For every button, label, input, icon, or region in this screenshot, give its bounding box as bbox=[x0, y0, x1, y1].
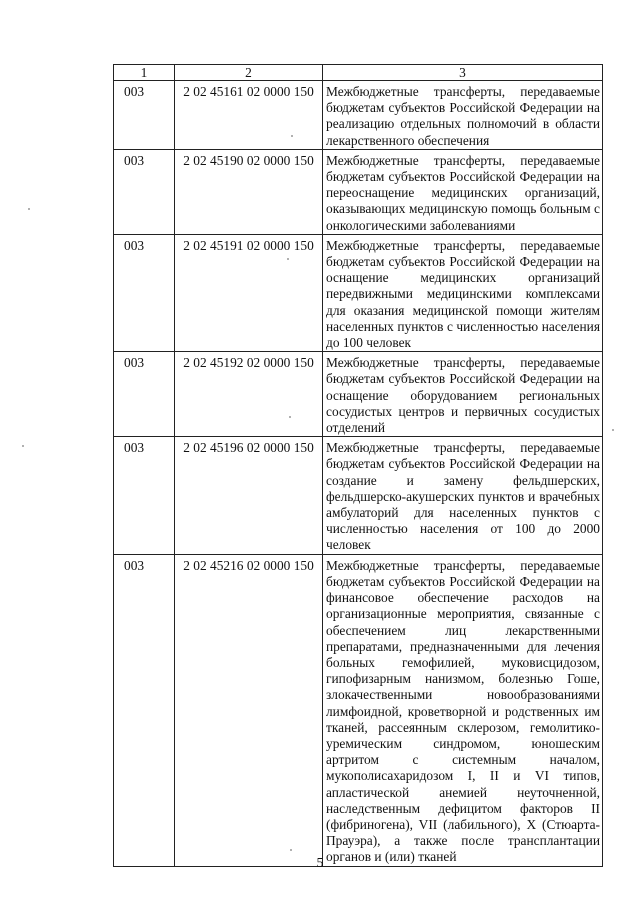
kbk-code-cell: 2 02 45196 02 0000 150 bbox=[175, 437, 323, 554]
admin-code-cell: 003 bbox=[114, 554, 175, 866]
scan-speck bbox=[22, 445, 24, 447]
table-row bbox=[114, 554, 603, 866]
table-row bbox=[114, 437, 603, 554]
table-row bbox=[114, 81, 603, 150]
page-number: 5 bbox=[316, 856, 324, 871]
admin-code-cell: 003 bbox=[114, 81, 175, 150]
scan-speck bbox=[290, 849, 292, 851]
kbk-code-cell: 2 02 45192 02 0000 150 bbox=[175, 352, 323, 437]
kbk-code-cell: 2 02 45190 02 0000 150 bbox=[175, 149, 323, 234]
scan-speck bbox=[612, 429, 614, 431]
admin-code-cell: 003 bbox=[114, 437, 175, 554]
admin-code-cell: 003 bbox=[114, 352, 175, 437]
description-cell: Межбюджетные трансферты, передаваемые бюджетам субъектов Российской Федерации на оснащение медицинских организаций передвижными медицинскими комплексами для оказания медицинской помощи жителям населенных пунктов с численностью населения до 100 человек bbox=[323, 234, 603, 351]
table-header-row bbox=[114, 65, 603, 81]
scan-speck bbox=[291, 135, 293, 137]
table-row bbox=[114, 149, 603, 234]
table-row bbox=[114, 234, 603, 351]
kbk-code-cell: 2 02 45216 02 0000 150 bbox=[175, 554, 323, 866]
column-header-1: 1 bbox=[114, 65, 175, 81]
description-cell: Межбюджетные трансферты, передаваемые бюджетам субъектов Российской Федерации на финансовое обеспечение расходов на организационные мероприятия, связанные с обеспечением лиц лекарственными препаратами, предназначенными для лечения больных гемофилией, муковисцидозом, гипофизарным нанизмом, болезнью Гоше, злокачественными новообразованиями лимфоидной, кроветворной и родственных им тканей, рассеянным склерозом, гемолитико-уремическим синдромом, юношеским артритом с системным началом, мукополисахаридозом I, II и VI типов, апластической анемией неуточненной, наследственным дефицитом факторов II (фибриногена), VII (лабильного), X (Стюарта-Прауэра), а также после трансплантации органов и (или) тканей bbox=[323, 554, 603, 866]
kbk-code-cell: 2 02 45161 02 0000 150 bbox=[175, 81, 323, 150]
scan-speck bbox=[28, 208, 30, 210]
scan-speck bbox=[287, 258, 289, 260]
admin-code-cell: 003 bbox=[114, 149, 175, 234]
description-cell: Межбюджетные трансферты, передаваемые бюджетам субъектов Российской Федерации на реализацию отдельных полномочий в области лекарственного обеспечения bbox=[323, 81, 603, 150]
description-cell: Межбюджетные трансферты, передаваемые бюджетам субъектов Российской Федерации на создание и замену фельдшерских, фельдшерско-акушерских пунктов и врачебных амбулаторий для населенных пунктов с численностью населения от 100 до 2000 человек bbox=[323, 437, 603, 554]
description-cell: Межбюджетные трансферты, передаваемые бюджетам субъектов Российской Федерации на оснащение оборудованием региональных сосудистых центров и первичных сосудистых отделений bbox=[323, 352, 603, 437]
budget-table bbox=[113, 64, 603, 867]
column-header-3: 3 bbox=[323, 65, 603, 81]
admin-code-cell: 003 bbox=[114, 234, 175, 351]
description-cell: Межбюджетные трансферты, передаваемые бюджетам субъектов Российской Федерации на переоснащение медицинских организаций, оказывающих медицинскую помощь больным с онкологическими заболеваниями bbox=[323, 149, 603, 234]
scan-speck bbox=[289, 416, 291, 418]
table-row bbox=[114, 352, 603, 437]
kbk-code-cell: 2 02 45191 02 0000 150 bbox=[175, 234, 323, 351]
column-header-2: 2 bbox=[175, 65, 323, 81]
